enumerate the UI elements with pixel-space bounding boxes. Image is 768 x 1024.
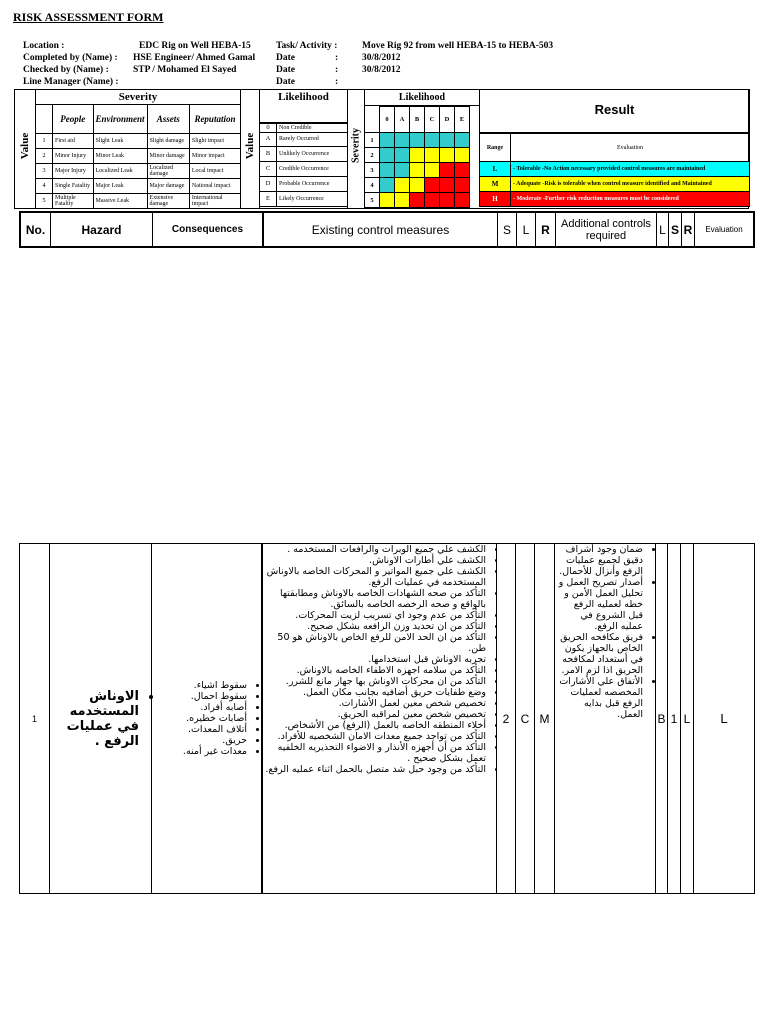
header-l2: L xyxy=(657,213,669,246)
severity-row-num: 5 xyxy=(36,194,53,209)
date-colon-1: : xyxy=(335,53,339,63)
consequences-list xyxy=(181,680,261,757)
grid-cell xyxy=(455,178,470,193)
result-range-header: Range xyxy=(480,134,511,162)
severity-assets: Slight damage xyxy=(147,134,189,149)
hazard-text: • الاوناش المستخدمه في عمليات الرفع . xyxy=(52,689,139,749)
grid-cell xyxy=(455,148,470,163)
header-r: R xyxy=(536,213,556,246)
task-value: Move Rig 92 from well HEBA-15 to HEBA-503 xyxy=(362,41,554,51)
grid-cell xyxy=(410,148,425,163)
grid-cell xyxy=(395,133,410,148)
existing-control-item: • التأكد من ان الحد الامن للرفع الخاص بالاوناش هو 50 طن. xyxy=(265,632,486,654)
existing-control-item: • أخلاء المنطقه الخاصه بالعمل (الرفع) من الأشخاص. xyxy=(265,720,486,731)
likelihood-code: B xyxy=(260,147,277,162)
header-hazard: Hazard xyxy=(51,213,153,246)
consequence-item: • أتلاف المعدات. xyxy=(183,724,247,735)
likelihood-code: 0 xyxy=(260,124,277,133)
risk-matrix-header xyxy=(14,89,749,209)
existing-control-item: • الكشف علي جميع الوبرات والرافعات المستخدمه . xyxy=(265,544,486,555)
likelihood-code: E xyxy=(260,192,277,207)
grid-cell xyxy=(410,178,425,193)
grid-cell xyxy=(425,148,440,163)
severity-people: Multiple Fatality xyxy=(53,194,94,209)
grid-row-header: 4 xyxy=(365,178,380,193)
risk-matrix-grid xyxy=(364,106,470,208)
existing-control-item: • التأكد من عدم وجود اي تسريب لزيت المحركات. xyxy=(265,610,486,621)
checked-by-value: STP / Mohamed El Sayed xyxy=(133,65,237,75)
severity-table xyxy=(35,104,241,209)
residual-likelihood: B xyxy=(656,544,668,893)
severity-value-column xyxy=(14,89,36,209)
consequence-item: • معدات غير أمنه. xyxy=(183,746,247,757)
likelihood-value-label: Value xyxy=(244,132,256,160)
likelihood-title: Likelihood xyxy=(259,89,348,123)
grid-cell xyxy=(425,193,440,208)
severity-assets: Minor damage xyxy=(147,149,189,164)
severity-row-num: 2 xyxy=(36,149,53,164)
existing-controls-list xyxy=(263,544,496,775)
existing-controls-cell xyxy=(262,544,497,893)
grid-cell xyxy=(425,178,440,193)
likelihood-text: Credible Occurrence xyxy=(277,162,348,177)
task-label: Task/ Activity : xyxy=(276,41,338,51)
consequence-item: • حريق. xyxy=(183,735,247,746)
severity-header-environment: Environment xyxy=(93,105,147,134)
residual-severity: 1 xyxy=(668,544,681,893)
form-title: RISK ASSESSMENT FORM xyxy=(13,10,164,24)
severity-people: Single Fatality xyxy=(53,179,94,194)
likelihood-code: C xyxy=(260,162,277,177)
severity-env: Localized Leak xyxy=(93,164,147,179)
severity-header-people: People xyxy=(53,105,94,134)
grid-col-header: A xyxy=(395,107,410,133)
severity-rep: International impact xyxy=(189,194,240,209)
severity-people: Minor Injury xyxy=(53,149,94,164)
grid-cell xyxy=(440,133,455,148)
existing-control-item: • التأكد من أن أجهزه الأنذار و الاضواء التحذيريه الخلفيه تعمل بشكل صحيح . xyxy=(265,742,486,764)
existing-control-item: • التأكد من تواجد جميع معدات الامان الشخصيه للأفراد. xyxy=(265,731,486,742)
grid-col-header: 0 xyxy=(380,107,395,133)
likelihood-text: Non Credible xyxy=(277,124,348,133)
additional-controls-list xyxy=(555,544,655,720)
matrix-likelihood-title: Likelihood xyxy=(364,89,480,106)
existing-control-item: • التأكد من صحه الشهادات الخاصه بالاوناش ومطابقتها بالواقع و صحه الرخصه الخاصه بالسائق. xyxy=(265,588,486,610)
grid-cell xyxy=(425,133,440,148)
header-no: No. xyxy=(21,213,51,246)
row-number: 1 xyxy=(20,544,50,893)
severity-rep: Minor impact xyxy=(189,149,240,164)
severity-people: Major Injury xyxy=(53,164,94,179)
likelihood-value-column xyxy=(240,89,260,209)
residual-risk: L xyxy=(681,544,694,893)
grid-col-header: C xyxy=(425,107,440,133)
severity-rep: Slight impact xyxy=(189,134,240,149)
likelihood-value: C xyxy=(516,544,535,893)
result-range-h: H xyxy=(480,192,511,207)
severity-rep: Local impact xyxy=(189,164,240,179)
grid-cell xyxy=(380,178,395,193)
severity-row-num: 4 xyxy=(36,179,53,194)
header-consequences: Consequences xyxy=(153,213,263,246)
matrix-severity-label: Severity xyxy=(350,128,362,163)
existing-control-item: • التأكد من سلامه اجهزه الاطفاء الخاصه بالاوناش. xyxy=(265,665,486,676)
severity-assets: Localized damage xyxy=(147,164,189,179)
severity-assets: Major damage xyxy=(147,179,189,194)
header-l: L xyxy=(517,213,536,246)
likelihood-text: Likely Occurrence xyxy=(277,192,348,207)
result-evaluation-header: Evaluation xyxy=(511,134,750,162)
grid-cell xyxy=(440,193,455,208)
grid-cell xyxy=(440,163,455,178)
existing-control-item: • الكشف علي أطارات الاوناش. xyxy=(265,555,486,566)
consequences-cell xyxy=(152,544,262,893)
likelihood-code: A xyxy=(260,133,277,147)
grid-cell xyxy=(440,148,455,163)
table-row xyxy=(19,543,755,894)
existing-control-item: • التأكد من ان تحديد وزن الرافعه بشكل صحيح. xyxy=(265,621,486,632)
header-r2: R xyxy=(682,213,695,246)
checked-by-label: Checked by (Name) : xyxy=(23,65,109,75)
result-table xyxy=(479,133,750,207)
grid-cell xyxy=(380,163,395,178)
table-header-row xyxy=(19,211,755,248)
risk-value: M xyxy=(535,544,555,893)
additional-controls-cell xyxy=(555,544,656,893)
consequence-item: • أصابه أفراد. xyxy=(183,702,247,713)
grid-cell xyxy=(410,193,425,208)
grid-row-header: 3 xyxy=(365,163,380,178)
additional-control-item: • أصدار تصريح العمل و تحليل العمل الأمن و خطه لعمليه الرفع قبل الشروع في عمليه الرفع. xyxy=(557,577,643,632)
matrix-severity-column xyxy=(347,89,365,209)
grid-cell xyxy=(410,163,425,178)
grid-col-header: E xyxy=(455,107,470,133)
grid-cell xyxy=(455,163,470,178)
date-colon-3: : xyxy=(335,77,339,87)
result-range-l: L xyxy=(480,162,511,177)
grid-cell xyxy=(380,133,395,148)
additional-control-item: • فريق مكافحه الحريق الخاص بالجهاز يكون في أستعداد لمكافحه الحريق اذا لزم الامر. xyxy=(557,632,643,676)
consequence-item: • سقوط احمال. xyxy=(183,691,247,702)
grid-cell xyxy=(395,148,410,163)
grid-cell xyxy=(455,133,470,148)
grid-cell xyxy=(425,163,440,178)
additional-control-item: • الأتفاق علي الأشارات المخصصه لعمليات الرفع قبل بدايه العمل. xyxy=(557,676,643,720)
evaluation-value: L xyxy=(720,711,728,726)
header-evaluation: Evaluation xyxy=(705,225,743,234)
severity-env: Massive Leak xyxy=(93,194,147,209)
grid-corner xyxy=(365,107,380,133)
grid-cell xyxy=(455,193,470,208)
grid-row-header: 1 xyxy=(365,133,380,148)
existing-control-item: • التأكد من ان محركات الاوناش بها جهاز مانع للشرر. xyxy=(265,676,486,687)
existing-control-item: • التأكد من وجود حبل شد متصل بالحمل اثناء عمليه الرفع. xyxy=(265,764,486,775)
date-label-3: Date xyxy=(276,77,295,87)
grid-cell xyxy=(395,193,410,208)
severity-env: Minor Leak xyxy=(93,149,147,164)
severity-value-label: Value xyxy=(19,132,31,160)
grid-row-header: 2 xyxy=(365,148,380,163)
likelihood-text: Unlikely Occurrence xyxy=(277,147,348,162)
existing-control-item: • الكشف علي جميع المواتير و المحركات الخاصه بالاوناش المستخدمه في عمليات الرفع. xyxy=(265,566,486,588)
likelihood-text: Probable Occurrence xyxy=(277,177,348,192)
grid-cell xyxy=(395,178,410,193)
severity-title: Severity xyxy=(35,89,241,105)
date-label-2: Date xyxy=(276,65,295,75)
severity-assets: Extensive damage xyxy=(147,194,189,209)
header-additional-controls: Additional controls required xyxy=(556,213,657,246)
existing-control-item: • وضع طفايات حريق أضافيه بجانب مكان العمل. xyxy=(265,687,486,698)
consequence-item: • سقوط اشياء. xyxy=(183,680,247,691)
grid-cell xyxy=(410,133,425,148)
result-text-l: - Tolerable -No Action necessary provided control measures are maintained xyxy=(511,162,750,177)
severity-env: Major Leak xyxy=(93,179,147,194)
severity-header-reputation: Reputation xyxy=(189,105,240,134)
date-value-2: 30/8/2012 xyxy=(362,65,401,75)
severity-rep: National impact xyxy=(189,179,240,194)
severity-header-assets: Assets xyxy=(147,105,189,134)
consequence-item: • أصابات خطيره. xyxy=(183,713,247,724)
result-range-m: M xyxy=(480,177,511,192)
likelihood-code: D xyxy=(260,177,277,192)
grid-col-header: B xyxy=(410,107,425,133)
line-manager-label: Line Manager (Name) : xyxy=(23,77,119,87)
likelihood-table xyxy=(259,123,348,207)
severity-num-header xyxy=(36,105,53,134)
severity-row-num: 3 xyxy=(36,164,53,179)
header-s: S xyxy=(498,213,517,246)
grid-cell xyxy=(440,178,455,193)
likelihood-text: Rarely Occurred xyxy=(277,133,348,147)
date-colon-2: : xyxy=(335,65,339,75)
location-value: EDC Rig on Well HEBA-15 xyxy=(139,41,251,51)
header-s2: S xyxy=(669,213,682,246)
header-existing-controls: Existing control measures xyxy=(263,213,498,246)
additional-control-item: • ضمان وجود أشراف دقيق لجميع عمليات الرفع وأنزال للأحمال. xyxy=(557,544,643,577)
severity-value: 2 xyxy=(497,544,516,893)
existing-control-item: • تجربه الاوناش قبل استخدامها. xyxy=(265,654,486,665)
result-text-m: - Adequate -Risk is tolerable when control measure identified and Maintained xyxy=(511,177,750,192)
grid-col-header: D xyxy=(440,107,455,133)
result-title: Result xyxy=(479,89,750,133)
severity-people: First aid xyxy=(53,134,94,149)
grid-cell xyxy=(380,148,395,163)
existing-control-item: • تخصيص شخص معين لمراقبه الحريق. xyxy=(265,709,486,720)
grid-row-header: 5 xyxy=(365,193,380,208)
severity-env: Slight Leak xyxy=(93,134,147,149)
date-label-1: Date xyxy=(276,53,295,63)
hazard-cell xyxy=(50,544,152,893)
severity-row-num: 1 xyxy=(36,134,53,149)
date-value-1: 30/8/2012 xyxy=(362,53,401,63)
grid-cell xyxy=(380,193,395,208)
completed-by-label: Completed by (Name) : xyxy=(23,53,118,63)
existing-control-item: • تخصيص شخص معين لعمل الأشارات. xyxy=(265,698,486,709)
grid-cell xyxy=(395,163,410,178)
result-text-h: - Moderate -Further risk reduction measures must be considered xyxy=(511,192,750,207)
location-label: Location : xyxy=(23,41,65,51)
completed-by-value: HSE Engineer/ Ahmed Gamal xyxy=(133,53,256,63)
